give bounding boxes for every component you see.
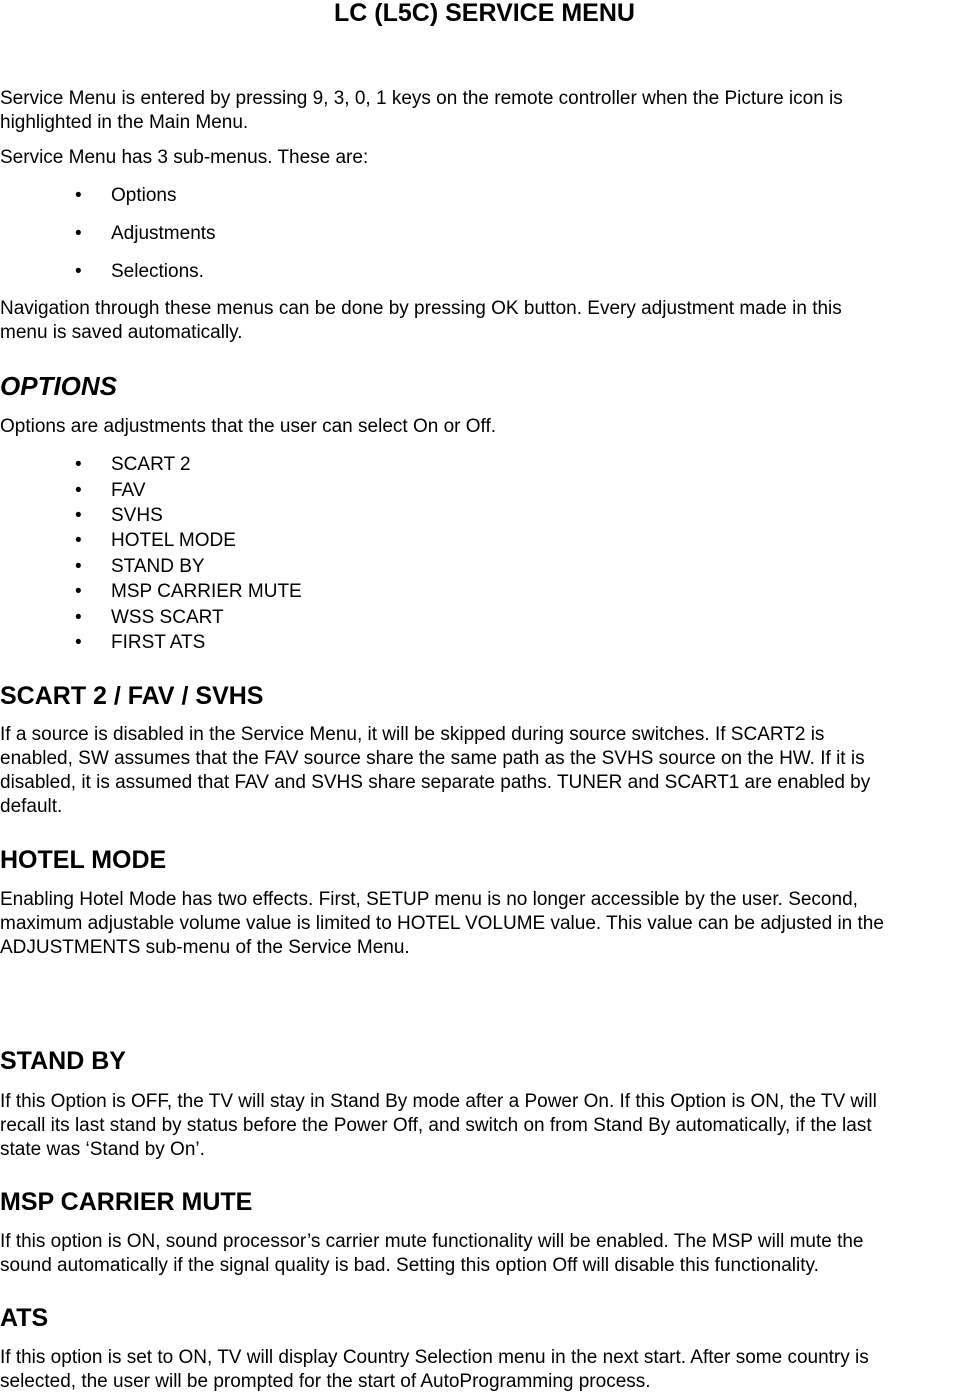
msp-paragraph-line: If this option is ON, sound processor’s carrier mute functionality will be enabled. The MSP will mute the <box>0 1231 864 1252</box>
bullet: • <box>75 223 82 244</box>
intro-paragraph-line: highlighted in the Main Menu. <box>0 112 249 133</box>
option-item: WSS SCART <box>111 607 224 628</box>
scart-paragraph-line: enabled, SW assumes that the FAV source share the same path as the SVHS source on the HW. If it is <box>0 748 865 769</box>
option-item: STAND BY <box>111 556 205 577</box>
option-item: FAV <box>111 480 146 501</box>
bullet: • <box>75 556 82 577</box>
scart-paragraph-line: disabled, it is assumed that FAV and SVHS share separate paths. TUNER and SCART1 are enabled by <box>0 772 871 793</box>
submenu-adjustments: Adjustments <box>111 223 216 244</box>
bullet: • <box>75 261 82 282</box>
options-intro: Options are adjustments that the user can select On or Off. <box>0 416 497 437</box>
hotel-paragraph-line: Enabling Hotel Mode has two effects. First, SETUP menu is no longer accessible by the user. Second, <box>0 889 858 910</box>
option-item: FIRST ATS <box>111 632 206 653</box>
bullet: • <box>75 607 82 628</box>
standby-paragraph-line: state was ‘Stand by On’. <box>0 1139 205 1160</box>
ats-paragraph-line: If this option is set to ON, TV will display Country Selection menu in the next start. After some country is <box>0 1347 869 1368</box>
bullet: • <box>75 454 82 475</box>
submenu-options: Options <box>111 185 177 206</box>
standby-paragraph-line: If this Option is OFF, the TV will stay in Stand By mode after a Power On. If this Option is ON, the TV will <box>0 1091 877 1112</box>
hotel-mode-heading: HOTEL MODE <box>0 846 167 874</box>
bullet: • <box>75 530 82 551</box>
bullet: • <box>75 185 82 206</box>
option-item: HOTEL MODE <box>111 530 236 551</box>
submenus-intro: Service Menu has 3 sub-menus. These are: <box>0 147 369 168</box>
bullet: • <box>75 505 82 526</box>
standby-heading: STAND BY <box>0 1047 126 1075</box>
standby-paragraph-line: recall its last stand by status before the Power Off, and switch on from Stand By automatically, if the last <box>0 1115 872 1136</box>
ats-heading: ATS <box>0 1304 49 1332</box>
option-item: SVHS <box>111 505 163 526</box>
option-item: MSP CARRIER MUTE <box>111 581 302 602</box>
bullet: • <box>75 632 82 653</box>
msp-paragraph-line: sound automatically if the signal quality is bad. Setting this option Off will disable this functionality. <box>0 1255 819 1276</box>
hotel-paragraph-line: ADJUSTMENTS sub-menu of the Service Menu. <box>0 937 410 958</box>
options-heading: OPTIONS <box>0 371 118 401</box>
intro-paragraph-line: Service Menu is entered by pressing 9, 3, 0, 1 keys on the remote controller when the Picture icon is <box>0 88 843 109</box>
scart-paragraph-line: default. <box>0 796 63 817</box>
bullet: • <box>75 581 82 602</box>
ats-paragraph-line: selected, the user will be prompted for the start of AutoProgramming process. <box>0 1371 651 1392</box>
navigation-paragraph-line: Navigation through these menus can be done by pressing OK button. Every adjustment made in this <box>0 298 842 319</box>
page-title: LC (L5C) SERVICE MENU <box>334 0 635 27</box>
bullet: • <box>75 480 82 501</box>
msp-heading: MSP CARRIER MUTE <box>0 1188 253 1216</box>
hotel-paragraph-line: maximum adjustable volume value is limited to HOTEL VOLUME value. This value can be adjusted in the <box>0 913 884 934</box>
scart-paragraph-line: If a source is disabled in the Service Menu, it will be skipped during source switches. If SCART2 is <box>0 724 825 745</box>
option-item: SCART 2 <box>111 454 191 475</box>
submenu-selections: Selections. <box>111 261 204 282</box>
navigation-paragraph-line: menu is saved automatically. <box>0 322 243 343</box>
scart-heading: SCART 2 / FAV / SVHS <box>0 682 264 710</box>
